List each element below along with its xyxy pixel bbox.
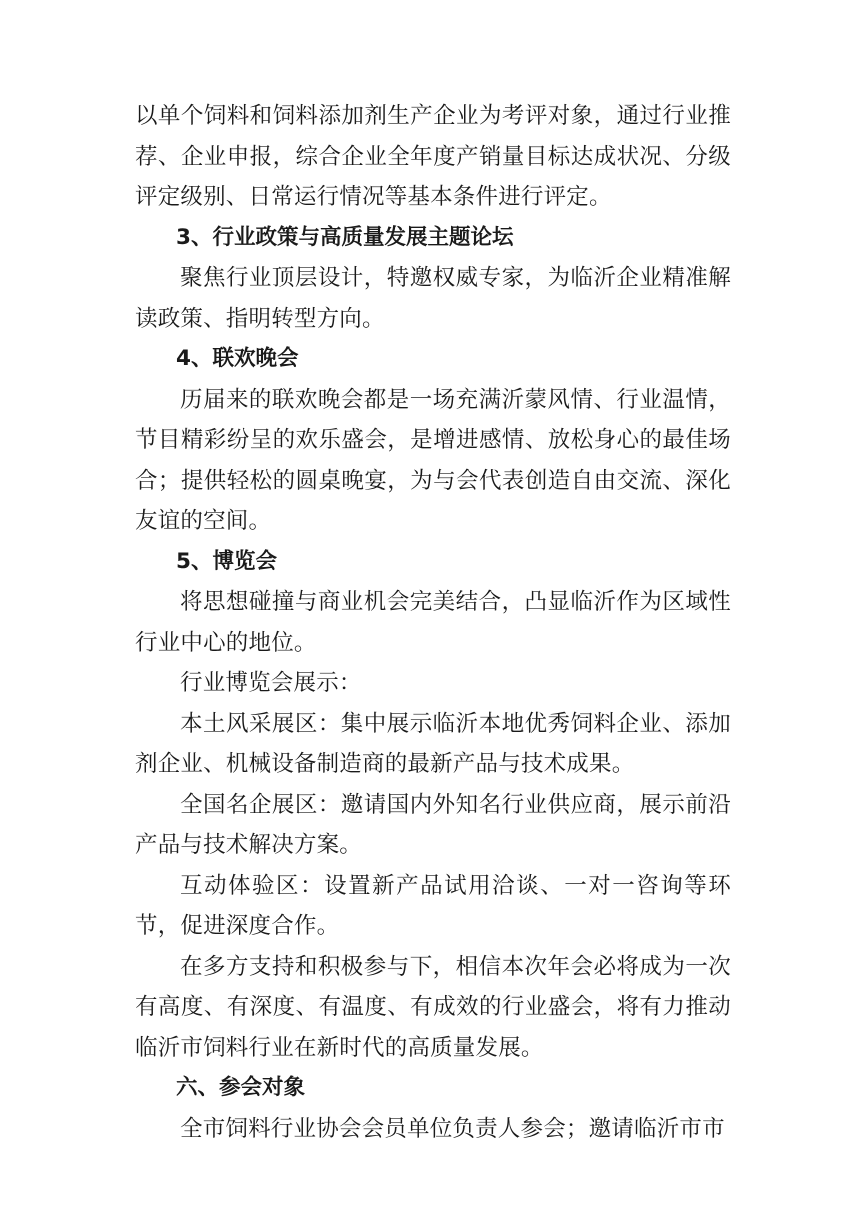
heading-policy-forum: 3、行业政策与高质量发展主题论坛 [176, 224, 514, 250]
heading-attendees: 六、参会对象 [176, 1075, 306, 1100]
paragraph-gala: 历届来的联欢晚会都是一场充满沂蒙风情、行业温情，节目精彩纷呈的欢乐盛会，是增进感情、放松身心的最佳场合；提供轻松的圆桌晚宴，为与会代表创造自由交流、深化友谊的空间。 [135, 386, 731, 534]
paragraph-attendees: 全市饲料行业协会会员单位负责人参会；邀请临沂市市 [180, 1115, 725, 1142]
paragraph-national-zone: 全国名企展区：邀请国内外知名行业供应商，展示前沿产品与技术解决方案。 [135, 791, 731, 858]
paragraph-evaluation-criteria: 以单个饲料和饲料添加剂生产企业为考评对象，通过行业推荐、企业申报，综合企业全年度产销量目标达成状况、分级评定级别、日常运行情况等基本条件进行评定。 [135, 103, 731, 210]
paragraph-interactive-zone: 互动体验区：设置新产品试用洽谈、一对一咨询等环节，促进深度合作。 [135, 872, 731, 939]
paragraph-local-zone: 本土风采展区：集中展示临沂本地优秀饲料企业、添加剂企业、机械设备制造商的最新产品与技术成果。 [135, 710, 731, 777]
paragraph-expo-display: 行业博览会展示： [180, 670, 362, 696]
paragraph-expo-intro: 将思想碰撞与商业机会完美结合，凸显临沂作为区域性行业中心的地位。 [135, 589, 731, 656]
document-body [135, 96, 731, 1149]
heading-gala: 4、联欢晚会 [176, 346, 299, 371]
paragraph-policy-forum: 聚焦行业顶层设计，特邀权威专家，为临沂企业精准解读政策、指明转型方向。 [135, 265, 731, 332]
paragraph-conclusion: 在多方支持和积极参与下，相信本次年会必将成为一次有高度、有深度、有温度、有成效的行业盛会，将有力推动临沂市饲料行业在新时代的高质量发展。 [135, 953, 731, 1061]
heading-expo: 5、博览会 [176, 548, 277, 574]
